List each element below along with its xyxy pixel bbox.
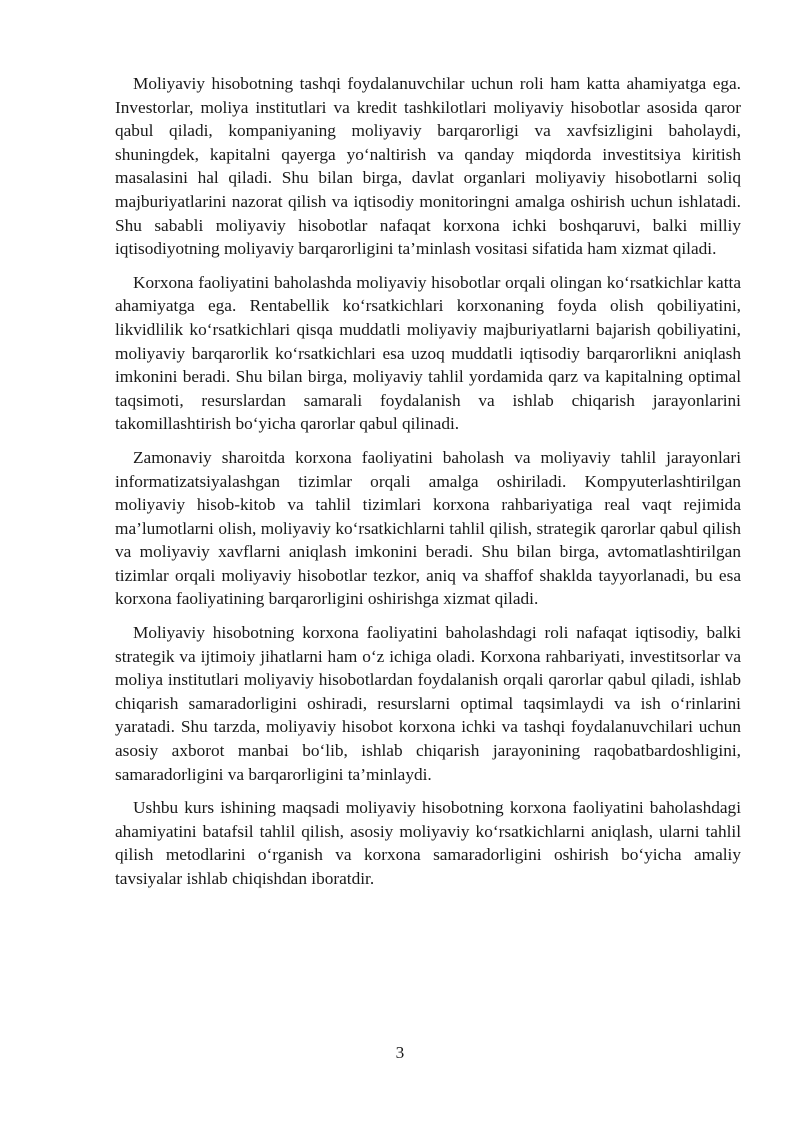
- page-number: 3: [395, 1043, 405, 1062]
- paragraph-information-systems: Zamonaviy sharoitda korxona faoliyatini baholash va moliyaviy tahlil jarayonlari informatizatsiyalashgan tizimlar orqali amalga oshiriladi. Kompyuterlashtirilgan moliyaviy hisob-kitob va tahlil tizimlari korxona rahbariyatiga real vaqt rejimida ma’lumotlarni olish, moliyaviy ko‘rsatkichlarni tahlil qilish, strategik qarorlar qabul qilish va moliyaviy xavflarni aniqlash imkonini beradi. Shu bilan birga, avtomatlashtirilgan tizimlar orqali moliyaviy hisobotlar tezkor, aniq va shaffof shaklda tayyorlanadi, bu esa korxona faoliyatining barqarorligini oshirishga xizmat qiladi.: [115, 447, 741, 609]
- document-page: [115, 72, 741, 901]
- paragraph-strategic-role: Moliyaviy hisobotning korxona faoliyatini baholashdagi roli nafaqat iqtisodiy, balki strategik va ijtimoiy jihatlarni ham o‘z ichiga oladi. Korxona rahbariyati, investitsorlar va moliya institutlari moliyaviy hisobotlardan foydalanish orqali qarorlar qabul qiladi, ishlab chiqarish samaradorligini oshiradi, resurslarni optimal taqsimlaydi va ish o‘rinlarini yaratadi. Shu tarzda, moliyaviy hisobot korxona ichki va tashqi foydalanuvchilari uchun asosiy axborot manbai bo‘lib, ishlab chiqarish jarayonining raqobatbardoshligini, samaradorligini va barqarorligini ta’minlaydi.: [115, 623, 741, 784]
- paragraph-course-goal: Ushbu kurs ishining maqsadi moliyaviy hisobotning korxona faoliyatini baholashdagi ahamiyatini batafsil tahlil qilish, asosiy moliyaviy ko‘rsatkichlarni aniqlash, ularni tahlil qilish metodlarini o‘rganish va korxona samaradorligini oshirish bo‘yicha amaliy tavsiyalar ishlab chiqishdan iboratdir.: [115, 798, 741, 888]
- paragraph-external-users: Moliyaviy hisobotning tashqi foydalanuvchilar uchun roli ham katta ahamiyatga ega. Investorlar, moliya institutlari va kredit tashkilotlari moliyaviy hisobotlar asosida qaror qabul qiladi, kompaniyaning moliyaviy barqarorligi va xavfsizligini baholaydi, shuningdek, kapitalni qayerga yo‘naltirish va qanday miqdorda investitsiya kiritish masalasini hal qiladi. Shu bilan birga, davlat organlari moliyaviy hisobotlarni soliq majburiyatlarini nazorat qilish va iqtisodiy monitoringni amalga oshirish uchun ishlatadi. Shu sababli moliyaviy hisobotlar nafaqat korxona ichki boshqaruvi, balki milliy iqtisodiyotning moliyaviy barqarorligini ta’minlash vositasi sifatida ham xizmat qiladi.: [115, 74, 741, 259]
- paragraph-performance-indicators: Korxona faoliyatini baholashda moliyaviy hisobotlar orqali olingan ko‘rsatkichlar katta ahamiyatga ega. Rentabellik ko‘rsatkichlari korxonaning foyda olish qobiliyatini, likvidlilik ko‘rsatkichlari qisqa muddatli moliyaviy majburiyatlarni bajarish qobiliyatini, moliyaviy barqarorlik ko‘rsatkichlari esa uzoq muddatli iqtisodiy barqarorlikni aniqlash imkonini beradi. Shu bilan birga, moliyaviy tahlil yordamida qarz va kapitalning optimal taqsimoti, resurslardan samarali foydalanish va ishlab chiqarish jarayonlarini takomillashtirish bo‘yicha qarorlar qabul qilinadi.: [115, 272, 741, 434]
